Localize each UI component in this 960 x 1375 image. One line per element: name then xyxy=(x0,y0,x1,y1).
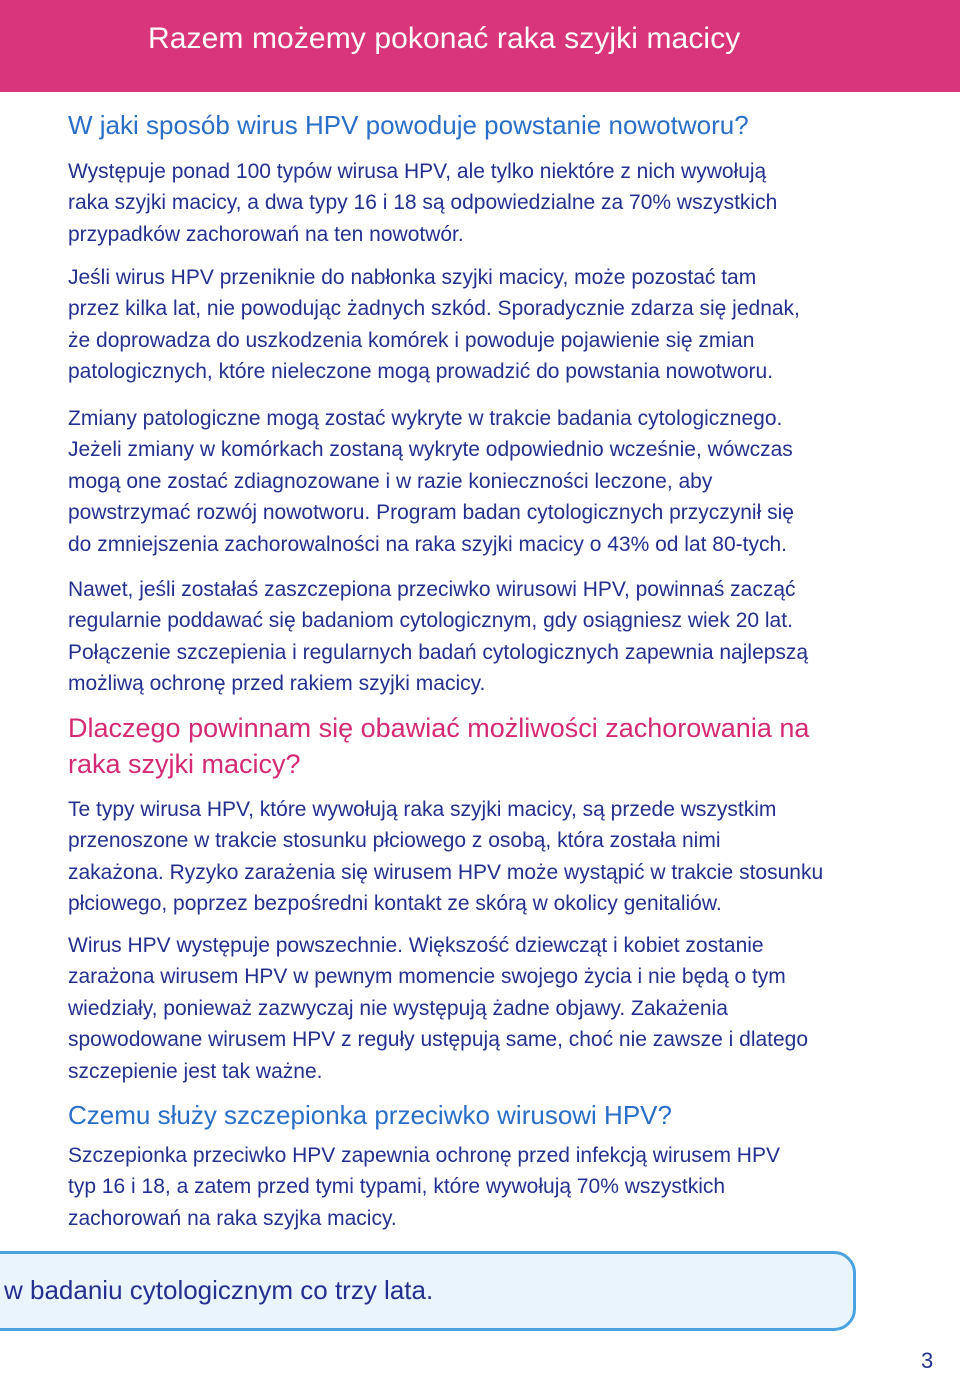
banner-title: Razem możemy pokonać raka szyjki macicy xyxy=(148,22,741,55)
paragraph xyxy=(68,1140,928,1234)
paragraph-line: wiedziały, ponieważ zazwyczaj nie występują żadne objawy. Zakażenia xyxy=(68,996,728,1020)
paragraph-line: Zmiany patologiczne mogą zostać wykryte w trakcie badania cytologicznego. xyxy=(68,407,783,430)
paragraph-line: raka szyjki macicy, a dwa typy 16 i 18 są odpowiedzialne za 70% wszystkich xyxy=(68,191,778,215)
paragraph-line: Jeśli wirus HPV przeniknie do nabłonka szyjki macicy, może pozostać tam xyxy=(68,266,757,289)
paragraph-line: przez kilka lat, nie powodując żadnych szkód. Sporadycznie zdarza się jednak, xyxy=(68,297,800,321)
paragraph-line: Występuje ponad 100 typów wirusa HPV, ale tylko niektóre z nich wywołują xyxy=(68,160,767,183)
paragraph-line: przenoszone w trakcie stosunku płciowego z osobą, która została nimi xyxy=(68,829,721,853)
paragraph xyxy=(68,262,928,388)
paragraph-line: typ 16 i 18, a zatem przed tymi typami, które wywołują 70% wszystkich xyxy=(68,1175,726,1199)
paragraph-line: Jeżeli zmiany w komórkach zostaną wykryte odpowiednio wcześnie, wówczas xyxy=(68,438,793,462)
heading-line: Dlaczego powinnam się obawiać możliwości zachorowania na xyxy=(68,713,810,743)
paragraph-line: że doprowadza do uszkodzenia komórek i powoduje pojawienie się zmian xyxy=(68,328,755,352)
paragraph-line: zarażona wirusem HPV w pewnym momencie swojego życia i nie będą o tym xyxy=(68,965,786,989)
paragraph-line: Szczepionka przeciwko HPV zapewnia ochronę przed infekcją wirusem HPV xyxy=(68,1144,780,1167)
paragraph-line: zakażona. Ryzyko zarażenia się wirusem HPV może wystąpić w trakcie stosunku xyxy=(68,860,824,884)
paragraph-line: regularnie poddawać się badaniom cytologicznym, gdy osiągniesz wiek 20 lat. xyxy=(68,609,793,633)
page-number: 3 xyxy=(921,1348,934,1373)
paragraph-line: patologicznych, które nieleczone mogą prowadzić do powstania nowotworu. xyxy=(68,360,774,384)
paragraph-line: możliwą ochronę przed rakiem szyjki macicy. xyxy=(68,672,486,696)
paragraph-line: płciowego, poprzez bezpośredni kontakt ze skórą w okolicy genitaliów. xyxy=(68,892,722,916)
paragraph-line: Połączenie szczepienia i regularnych badań cytologicznych zapewnia najlepszą xyxy=(68,640,809,664)
paragraph-line: Nawet, jeśli zostałaś zaszczepiona przeciwko wirusowi HPV, powinnaś zacząć xyxy=(68,578,796,601)
paragraph xyxy=(68,794,928,920)
heading-line: raka szyjki macicy? xyxy=(68,749,301,779)
callout-text: w badaniu cytologicznym co trzy lata. xyxy=(4,1275,434,1305)
paragraph-line: przypadków zachorowań na ten nowotwór. xyxy=(68,222,464,246)
paragraph xyxy=(68,930,928,1087)
section-heading-vaccine-purpose: Czemu służy szczepionka przeciwko wirusowi HPV? xyxy=(68,1100,672,1130)
paragraph-line: zachorowań na raka szyjka macicy. xyxy=(68,1206,397,1230)
paragraph-line: Te typy wirusa HPV, które wywołują raka szyjki macicy, są przede wszystkim xyxy=(68,798,777,821)
section-heading-hpv-cause: W jaki sposób wirus HPV powoduje powstanie nowotworu? xyxy=(68,110,749,140)
paragraph-line: do zmniejszenia zachorowalności na raka szyjki macicy o 43% od lat 80-tych. xyxy=(68,532,787,556)
paragraph-line: mogą one zostać zdiagnozowane i w razie konieczności leczone, aby xyxy=(68,469,713,493)
paragraph-line: powstrzymać rozwój nowotworu. Program badan cytologicznych przyczynił się xyxy=(68,501,794,525)
paragraph xyxy=(68,403,928,560)
paragraph xyxy=(68,574,928,700)
paragraph xyxy=(68,156,928,250)
paragraph-line: Wirus HPV występuje powszechnie. Większość dziewcząt i kobiet zostanie xyxy=(68,934,764,957)
paragraph-line: szczepienie jest tak ważne. xyxy=(68,1059,323,1083)
header-banner xyxy=(0,0,960,92)
paragraph-line: spowodowane wirusem HPV z reguły ustępują same, choć nie zawsze i dlatego xyxy=(68,1028,809,1052)
section-heading-why-worry xyxy=(68,710,908,782)
